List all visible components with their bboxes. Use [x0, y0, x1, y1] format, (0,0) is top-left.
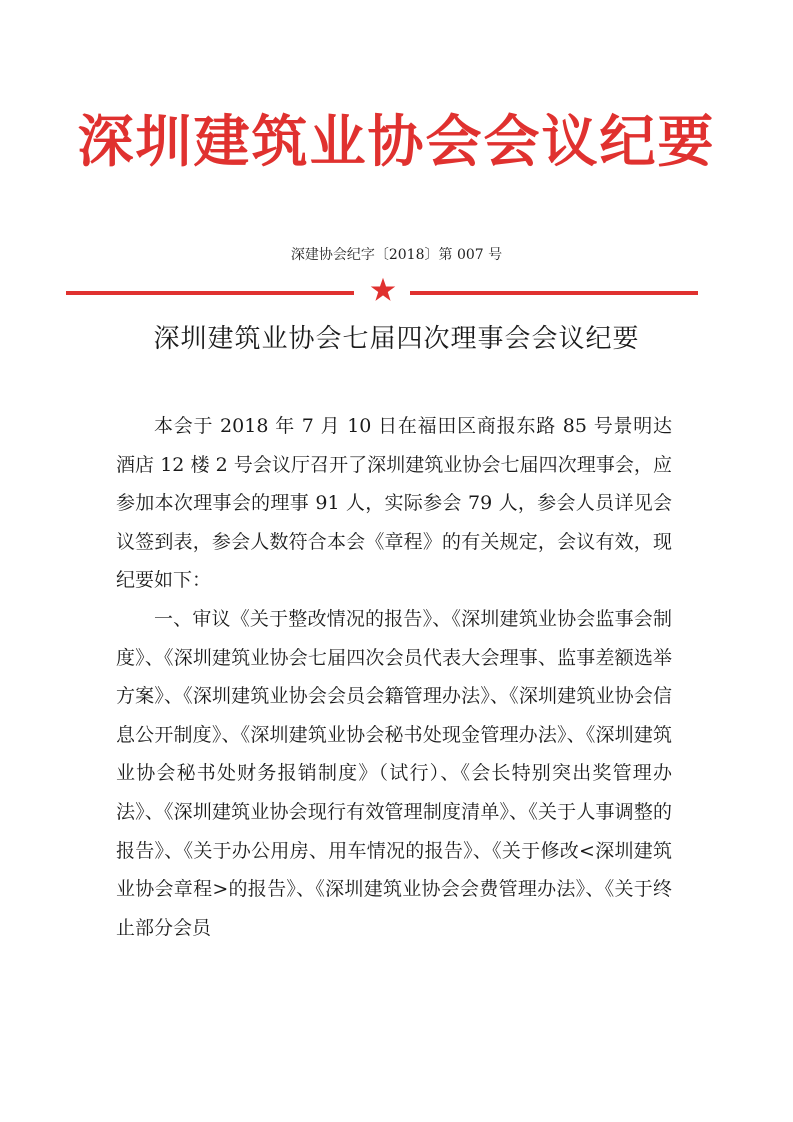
document-body	[116, 407, 672, 947]
red-divider-left	[66, 291, 354, 295]
paragraph: 一、审议《关于整改情况的报告》、《深圳建筑业协会监事会制度》、《深圳建筑业协会七届四次会员代表大会理事、监事差额选举方案》、《深圳建筑业协会会员会籍管理办法》、《深圳建筑业协会信息公开制度》、《深圳建筑业协会秘书处现金管理办法》、《深圳建筑业协会秘书处财务报销制度》（试行）、《会长特别突出奖管理办法》、《深圳建筑业协会现行有效管理制度清单》、《关于人事调整的报告》、《关于办公用房、用车情况的报告》、《关于修改<深圳建筑业协会章程>的报告》、《深圳建筑业协会会费管理办法》、《关于终止部分会员	[116, 607, 672, 939]
paragraph: 本会于 2018 年 7 月 10 日在福田区商报东路 85 号景明达酒店 12 楼 2 号会议厅召开了深圳建筑业协会七届四次理事会，应参加本次理事会的理事 91 人，实际参会 79 人，参会人员详见会议签到表，参会人数符合本会《章程》的有关规定，会议有效，现纪要如下：	[116, 415, 672, 592]
document-title: 深圳建筑业协会七届四次理事会会议纪要	[153, 324, 640, 354]
red-divider-right	[410, 291, 698, 295]
document-number: 深建协会纪字〔2018〕第 007 号	[290, 247, 503, 263]
star-icon	[369, 276, 397, 304]
masthead-title: 深圳建筑业协会会议纪要	[77, 109, 716, 175]
